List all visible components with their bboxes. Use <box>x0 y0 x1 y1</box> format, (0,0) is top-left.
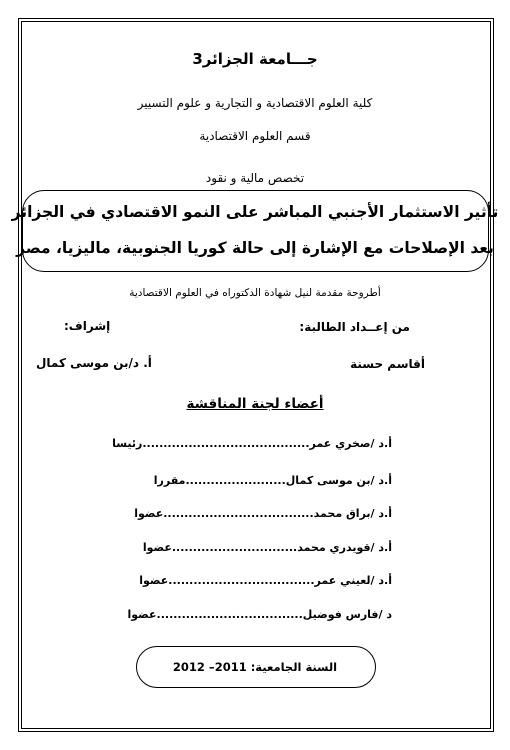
member-name: أ.د /براق محمد <box>313 507 392 520</box>
committee-title: أعضاء لجنة المناقشة <box>186 396 324 412</box>
member-dots: ........................................ <box>142 437 310 450</box>
thesis-title-line2: بعد الإصلاحات مع الإشارة إلى حالة كوريا الجنوبية، ماليزيا، مصر <box>16 239 494 257</box>
supervisor-name: أ. د/بن موسى كمال <box>36 356 152 370</box>
member-dots: ........................ <box>185 474 286 487</box>
committee-row <box>134 507 392 520</box>
member-dots: ................................... <box>168 574 315 587</box>
member-role: عضوا <box>134 507 164 520</box>
committee-row <box>139 574 392 587</box>
committee-row <box>112 437 392 450</box>
member-role: عضوا <box>142 541 172 554</box>
member-name: د /فارس فوضيل <box>302 608 392 621</box>
prepared-by-label: من إعــداد الطالبة: <box>299 320 410 334</box>
member-name: أ.د /بن موسى كمال <box>285 474 392 487</box>
member-name: أ.د /صخري عمر <box>309 437 392 450</box>
committee-row <box>128 608 393 621</box>
member-role: عضوا <box>139 574 169 587</box>
department-name: قسم العلوم الاقتصادية <box>199 129 311 143</box>
thesis-title-line1: تأثير الاستثمار الأجنبي المباشر على النمو الاقتصادي في الجزائر <box>11 203 499 221</box>
member-name: أ.د /لعيني عمر <box>314 574 392 587</box>
member-dots: ................................... <box>156 608 303 621</box>
supervision-label: إشراف: <box>64 319 111 333</box>
academic-year: السنة الجامعية: 2011– 2012 <box>172 660 338 674</box>
member-role: مقررا <box>153 474 186 487</box>
thesis-subtitle: أطروحة مقدمة لنيل شهادة الدكتوراه في العلوم الاقتصادية <box>129 287 381 299</box>
committee-row <box>143 541 392 554</box>
committee-row <box>154 474 392 487</box>
university-name: جـــامعة الجزائر3 <box>192 50 318 68</box>
specialty: تخصص مالية و نقود <box>205 171 305 185</box>
member-role: رئيسا <box>112 437 143 450</box>
faculty-name: كلية العلوم الاقتصادية و التجارية و علوم التسيير <box>137 96 373 110</box>
member-role: عضوا <box>127 608 157 621</box>
member-name: أ.د /قويدري محمد <box>297 541 392 554</box>
student-name: أقاسم حسنة <box>350 357 425 371</box>
member-dots: .............................. <box>171 541 298 554</box>
page-border <box>18 18 494 732</box>
member-dots: .................................... <box>163 507 314 520</box>
